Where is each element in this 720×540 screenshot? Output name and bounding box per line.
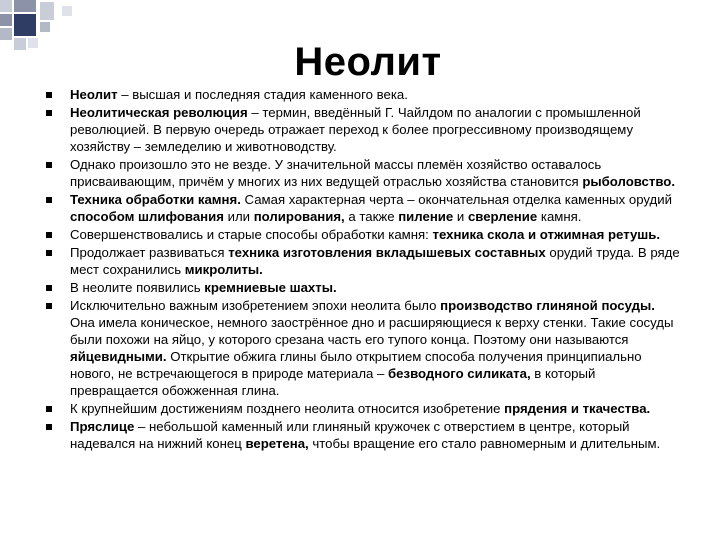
list-item-text [70,279,682,296]
list-item [0,191,720,225]
text-run: или [223,209,254,224]
bold-text: пиление [398,209,454,224]
bullet-square-icon [46,197,52,203]
bullet-square-icon [46,424,52,430]
text-run: Самая характерная черта – окончательная отделка каменных орудий [240,192,672,207]
bullet-square-icon [46,303,52,309]
bullet-square-icon [46,285,52,291]
text-run: камня. [537,209,582,224]
list-item [0,418,720,452]
bold-text: Пряслице [70,419,135,434]
list-item-text [70,418,682,452]
list-item-text [70,104,682,155]
text-run: Продолжает развиваться [70,245,229,260]
text-run: В неолите появились [70,280,205,295]
bold-text: рыболовство. [582,174,676,189]
list-item [0,156,720,190]
bold-text: Неолит [70,87,118,102]
bold-text: веретена, [245,436,309,451]
list-item-text [70,400,682,417]
bold-text: производство глиняной посуды. [440,298,655,313]
text-run: в который превращается обожженная глина. [70,366,596,398]
bullet-square-icon [46,250,52,256]
list-item-text [70,191,682,225]
bold-text: прядения и ткачества. [504,401,651,416]
list-item-text [70,244,682,278]
text-run: Исключительно важным изобретением эпохи неолита было [70,298,441,313]
list-item [0,400,720,417]
text-run: – небольшой каменный или глиняный кружочек с отверстием в центре, который надевался на нижний конец [70,419,630,451]
bold-text: Неолитическая революция [70,105,248,120]
text-run: а также [344,209,399,224]
bullet-square-icon [46,110,52,116]
bold-text: яйцевидными. [70,349,167,364]
bold-text: сверление [467,209,538,224]
slide-title: Неолит [294,40,442,84]
bold-text: способом шлифования [70,209,224,224]
text-run: Однако произошло это не везде. У значительной массы племён хозяйство оставалось присваивающим, причём у многих из них ведущей отраслью хозяйства становится [70,157,602,189]
text-run: Совершенствовались и старые способы обработки камня: [70,227,433,242]
bullet-square-icon [46,232,52,238]
list-item [0,86,720,103]
text-run: – термин, введённый Г. Чайлдом по аналогии с промышленной революцией. В первую очередь отражает переход к более прогрессивному производящему хозяйству – земледелию и животноводству. [70,105,641,154]
bold-text: безводного силиката, [388,366,531,381]
text-run: – высшая и последняя стадия каменного века. [117,87,408,102]
text-run: К крупнейшим достижениям позднего неолита относится изобретение [70,401,505,416]
bold-text: полирования, [253,209,345,224]
list-item [0,279,720,296]
bullet-square-icon [46,92,52,98]
list-item [0,226,720,243]
text-run: чтобы вращение его стало равномерным и длительным. [308,436,661,451]
bullet-square-icon [46,162,52,168]
text-run: орудий труда. В ряде мест сохранились [70,245,680,277]
list-item [0,297,720,399]
bold-text: техника скола и отжимная ретушь. [432,227,661,242]
list-item-text [70,86,682,103]
list-item-text [70,156,682,190]
bullet-square-icon [46,406,52,412]
text-run: Она имела коническое, немного заострённое дно и расширяющиеся к верху стенки. Такие сосуды были похожи на яйцо, у которого срезана часть его тупого конца. Поэтому они называются [70,315,674,347]
list-item [0,244,720,278]
text-run: и [453,209,468,224]
bullet-list [0,86,720,452]
text-run: Открытие обжига глины было открытием способа получения принципиально нового, не встречающегося в природе материала – [70,349,642,381]
list-item [0,104,720,155]
list-item-text [70,226,682,243]
bold-text: Техника обработки камня. [70,192,241,207]
bold-text: микролиты. [184,262,263,277]
bold-text: кремниевые шахты. [204,280,337,295]
bold-text: техника изготовления вкладышевых составных [228,245,546,260]
list-item-text [70,297,682,399]
